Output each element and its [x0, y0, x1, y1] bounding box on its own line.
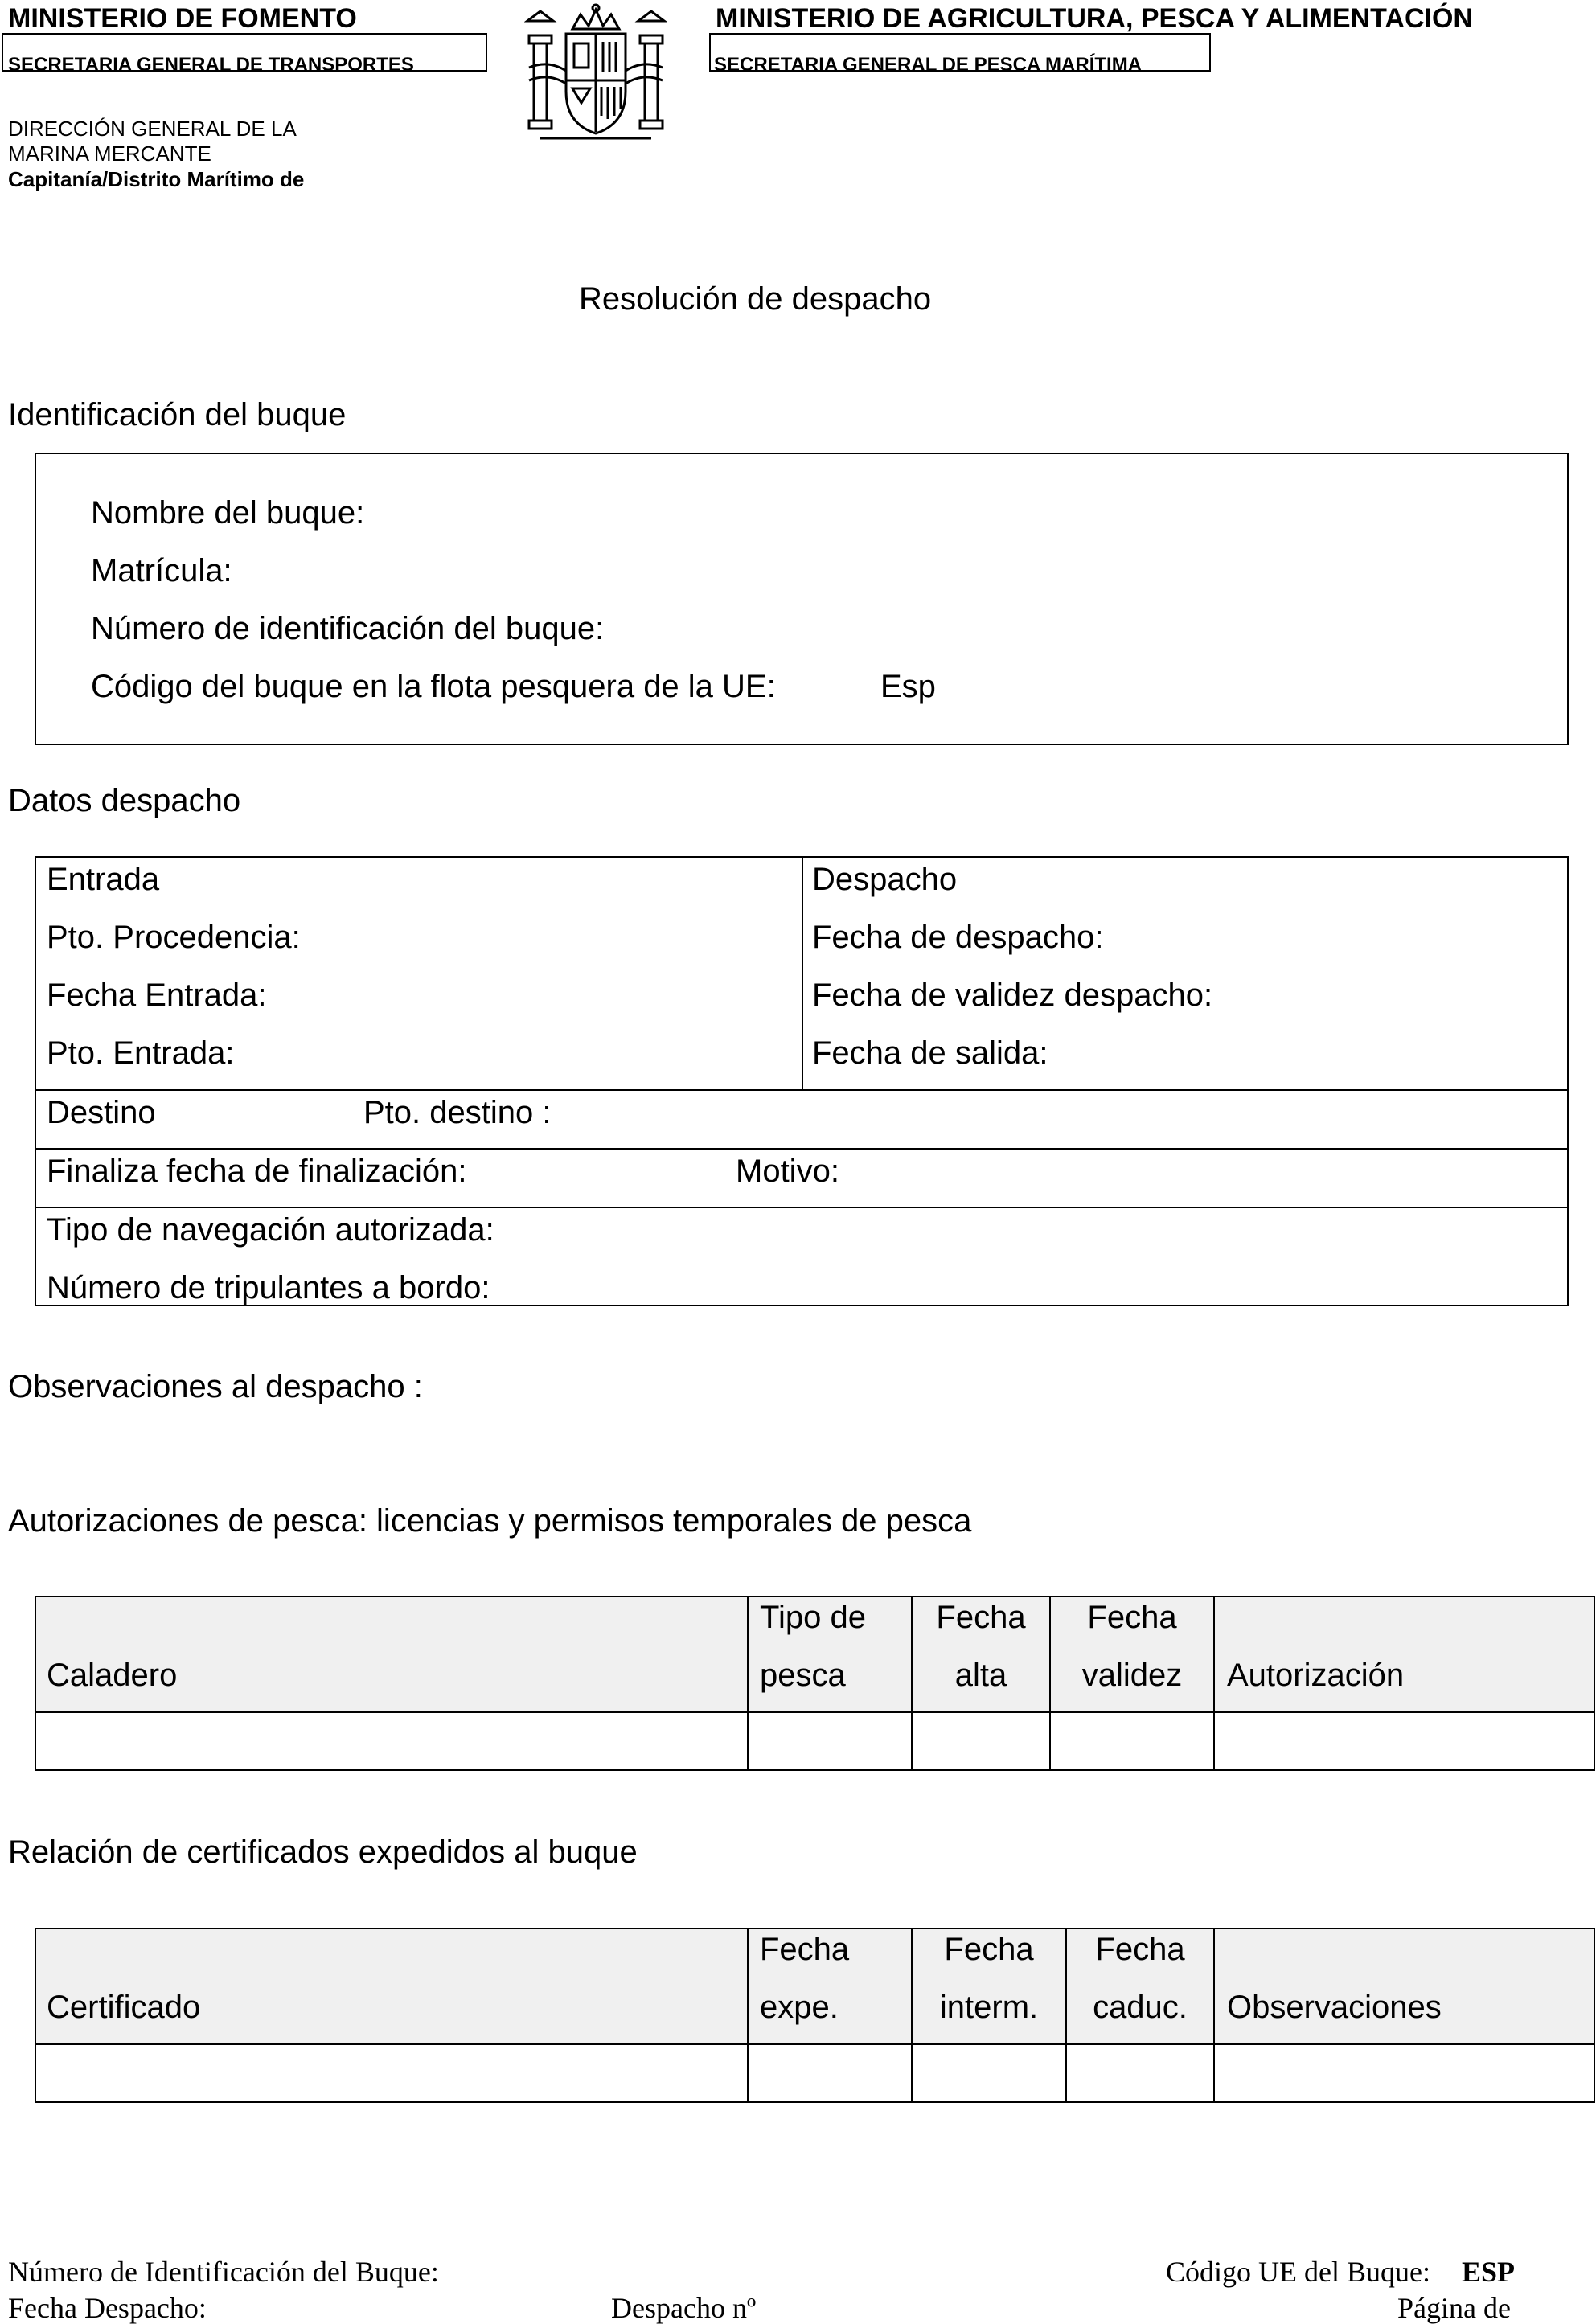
fecha-despacho-label: Fecha de despacho: — [812, 920, 1104, 955]
datos-despacho-heading: Datos despacho — [8, 783, 241, 818]
col-observaciones: Observaciones — [1227, 1990, 1442, 2025]
col-fecha-alta-line1: Fecha — [936, 1600, 1026, 1635]
col-fecha-caduc-line1: Fecha — [1095, 1932, 1185, 1967]
footer-numero-identificacion: Número de Identificación del Buque: — [8, 2256, 439, 2288]
footer-codigo-ue-label: Código UE del Buque: — [1166, 2256, 1430, 2288]
pto-procedencia-label: Pto. Procedencia: — [47, 920, 301, 955]
col-caladero: Caladero — [47, 1658, 178, 1693]
entrada-label: Entrada — [47, 862, 160, 897]
col-fecha-validez-line1: Fecha — [1087, 1600, 1177, 1635]
pto-destino-label: Pto. destino : — [363, 1095, 552, 1130]
left-ministry: MINISTERIO DE FOMENTO — [8, 3, 357, 34]
fecha-entrada-label: Fecha Entrada: — [47, 978, 267, 1013]
autorizaciones-col-divider-4 — [1213, 1596, 1215, 1771]
autorizaciones-heading: Autorizaciones de pesca: licencias y permisos temporales de pesca — [8, 1503, 972, 1539]
motivo-label: Motivo: — [736, 1154, 839, 1189]
col-fecha-interm-line1: Fecha — [944, 1932, 1034, 1967]
despacho-label: Despacho — [812, 862, 958, 897]
pto-entrada-label: Pto. Entrada: — [47, 1035, 235, 1071]
col-fecha-caduc-line2: caduc. — [1093, 1990, 1188, 2025]
col-fecha-expe-line1: Fecha — [760, 1932, 850, 1967]
left-secretaria-box — [2, 33, 487, 76]
tipo-navegacion-label: Tipo de navegación autorizada: — [47, 1212, 494, 1248]
finaliza-label: Finaliza fecha de finalización: — [47, 1154, 467, 1189]
datos-divider-2 — [35, 1148, 1569, 1150]
datos-divider-vertical — [802, 856, 803, 1089]
col-tipo-pesca-line2: pesca — [760, 1658, 846, 1693]
observaciones-label: Observaciones al despacho : — [8, 1369, 423, 1404]
datos-divider-3 — [35, 1207, 1569, 1208]
fecha-validez-label: Fecha de validez despacho: — [812, 978, 1213, 1013]
col-fecha-validez-line2: validez — [1081, 1658, 1183, 1693]
codigo-flota-label: Código del buque en la flota pesquera de la UE: — [91, 669, 776, 704]
destino-label: Destino — [47, 1095, 156, 1130]
fecha-salida-label: Fecha de salida: — [812, 1035, 1048, 1071]
capitania-label: Capitanía/Distrito Marítimo de — [8, 167, 305, 191]
matricula-label: Matrícula: — [91, 553, 232, 588]
coat-of-arms-emblem — [524, 3, 667, 146]
col-autorizacion: Autorización — [1227, 1658, 1405, 1693]
page-title: Resolución de despacho — [579, 281, 932, 317]
autorizaciones-empty-row — [35, 1711, 1595, 1771]
right-secretaria-box — [709, 33, 1211, 76]
direccion-line-2: MARINA MERCANTE — [8, 141, 211, 166]
direccion-line-1: DIRECCIÓN GENERAL DE LA — [8, 117, 297, 141]
nombre-buque-label: Nombre del buque: — [91, 495, 365, 531]
certificados-col-divider-1 — [747, 1928, 749, 2103]
footer-pagina: Página de — [1397, 2292, 1511, 2324]
footer-fecha-despacho: Fecha Despacho: — [8, 2292, 207, 2324]
footer-despacho-numero: Despacho nº — [611, 2292, 757, 2324]
col-fecha-interm-line2: interm. — [939, 1990, 1039, 2025]
certificados-empty-row — [35, 2043, 1595, 2103]
col-fecha-expe-line2: expe. — [760, 1990, 839, 2025]
col-tipo-pesca-line1: Tipo de — [760, 1600, 866, 1635]
datos-divider-1 — [35, 1089, 1569, 1091]
codigo-flota-value: Esp — [880, 669, 936, 704]
identificacion-heading: Identificación del buque — [8, 397, 347, 432]
tripulantes-label: Número de tripulantes a bordo: — [47, 1270, 490, 1305]
footer-codigo-ue-value: ESP — [1462, 2256, 1516, 2288]
right-secretaria: SECRETARIA GENERAL DE PESCA MARÍTIMA — [714, 54, 1143, 76]
left-secretaria: SECRETARIA GENERAL DE TRANSPORTES — [8, 54, 414, 76]
autorizaciones-col-divider-1 — [747, 1596, 749, 1771]
col-fecha-alta-line2: alta — [954, 1658, 1007, 1693]
right-ministry: MINISTERIO DE AGRICULTURA, PESCA Y ALIMENTACIÓN — [716, 3, 1473, 34]
col-certificado: Certificado — [47, 1990, 201, 2025]
certificados-heading: Relación de certificados expedidos al buque — [8, 1834, 638, 1870]
numero-identificacion-label: Número de identificación del buque: — [91, 611, 605, 646]
certificados-col-divider-4 — [1213, 1928, 1215, 2103]
